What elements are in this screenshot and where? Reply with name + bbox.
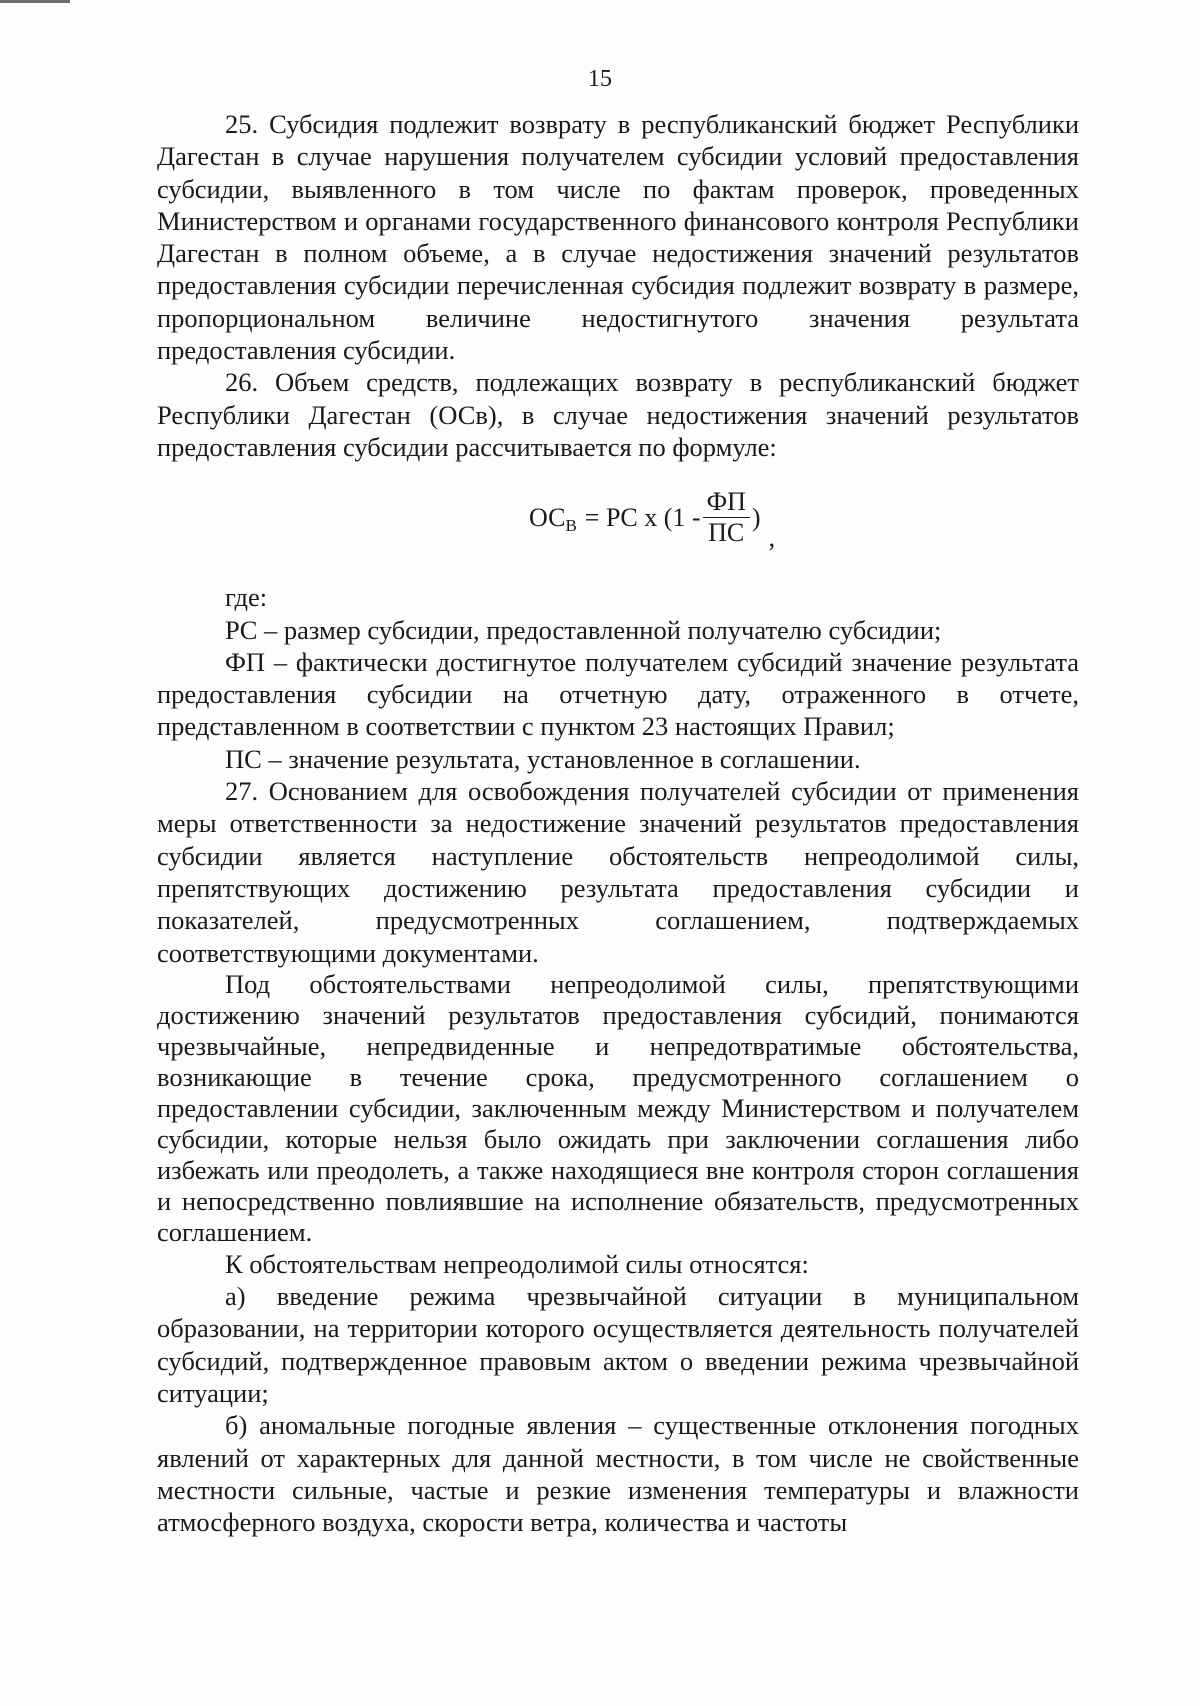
formula-trailing-comma: , (768, 522, 776, 552)
scan-edge-mark (0, 0, 70, 3)
page-number: 15 (588, 66, 612, 92)
paragraph-force-majeure-list-intro: К обстоятельствам непреодолимой силы относятся: (225, 1248, 809, 1279)
paragraph-25: 25. Субсидия подлежит возврату в республиканский бюджет Республики Дагестан в случае нарушения получателем субсидии условий предоставления субсидии, выявленного в том числе по фактам проверок, проведенных Министерством и органами государственного финансового контроля Республики Дагестан в полном объеме, а в случае недостижения значений результатов предоставления субсидии перечисленная субсидия подлежит возврату в размере, пропорциональном величине недостигнутого значения результата предоставления субсидии. (157, 109, 1079, 366)
formula-middle: = PC x (1 - (584, 502, 701, 532)
formula-fraction (703, 487, 750, 548)
formula-close: ) (751, 502, 761, 532)
paragraph-27: 27. Основанием для освобождения получателей субсидии от применения меры ответственности за недостижение значений результатов предоставления субсидии является наступление обстоятельств непреодолимой силы, препятствующих достижению результата предоставления субсидии и показателей, предусмотренных соглашением, подтверждаемых соответствующими документами. (157, 776, 1079, 968)
formula-numerator: ФП (703, 487, 750, 518)
formula-denominator: ПС (708, 518, 745, 548)
paragraph-26: 26. Объем средств, подлежащих возврату в республиканский бюджет Республики Дагестан (ОСв), в случае недостижения значений результатов предоставления субсидии рассчитывается по формуле: (157, 367, 1079, 462)
paragraph-force-majeure-definition: Под обстоятельствами непреодолимой силы, препятствующими достижению значений результатов предоставления субсидий, понимаются чрезвычайные, непредвиденные и непредотвратимые обстоятельства, возникающие в течение срока, предусмотренного соглашением о предоставлении субсидии, заключенным между Министерством и получателем субсидии, которые нельзя было ожидать при заключении соглашения либо избежать или преодолеть, а также находящиеся вне контроля сторон соглашения и непосредственно повлиявшие на исполнение обязательств, предусмотренных соглашением. (157, 968, 1079, 1247)
definition-fp: ФП – фактически достигнутое получателем субсидий значение результата предоставления субсидии на отчетную дату, отраженного в отчете, представленном в соответствии с пунктом 23 настоящих Правил; (157, 646, 1079, 742)
definition-pc: PC – размер субсидии, предоставленной получателю субсидии; (225, 614, 942, 645)
formula-lhs-subscript: В (565, 515, 577, 535)
document-body (157, 108, 1079, 1539)
definition-where: где: (225, 582, 268, 613)
definition-ps: ПС – значение результата, установленное в соглашении. (225, 743, 861, 774)
formula-lhs: ОС (529, 502, 566, 532)
formula-block (157, 463, 1079, 581)
list-item-a: а) введение режима чрезвычайной ситуации в муниципальном образовании, на территории которого осуществляется деятельность получателей субсидий, подтвержденное правовым актом о введении режима чрезвычайной ситуации; (157, 1281, 1079, 1409)
formula (529, 487, 776, 552)
list-item-b: б) аномальные погодные явления – существенные отклонения погодных явлений от характерных для данной местности, в том числе не свойственные местности сильные, частые и резкие изменения температуры и влажности атмосферного воздуха, скорости ветра, количества и частоты (157, 1410, 1079, 1538)
